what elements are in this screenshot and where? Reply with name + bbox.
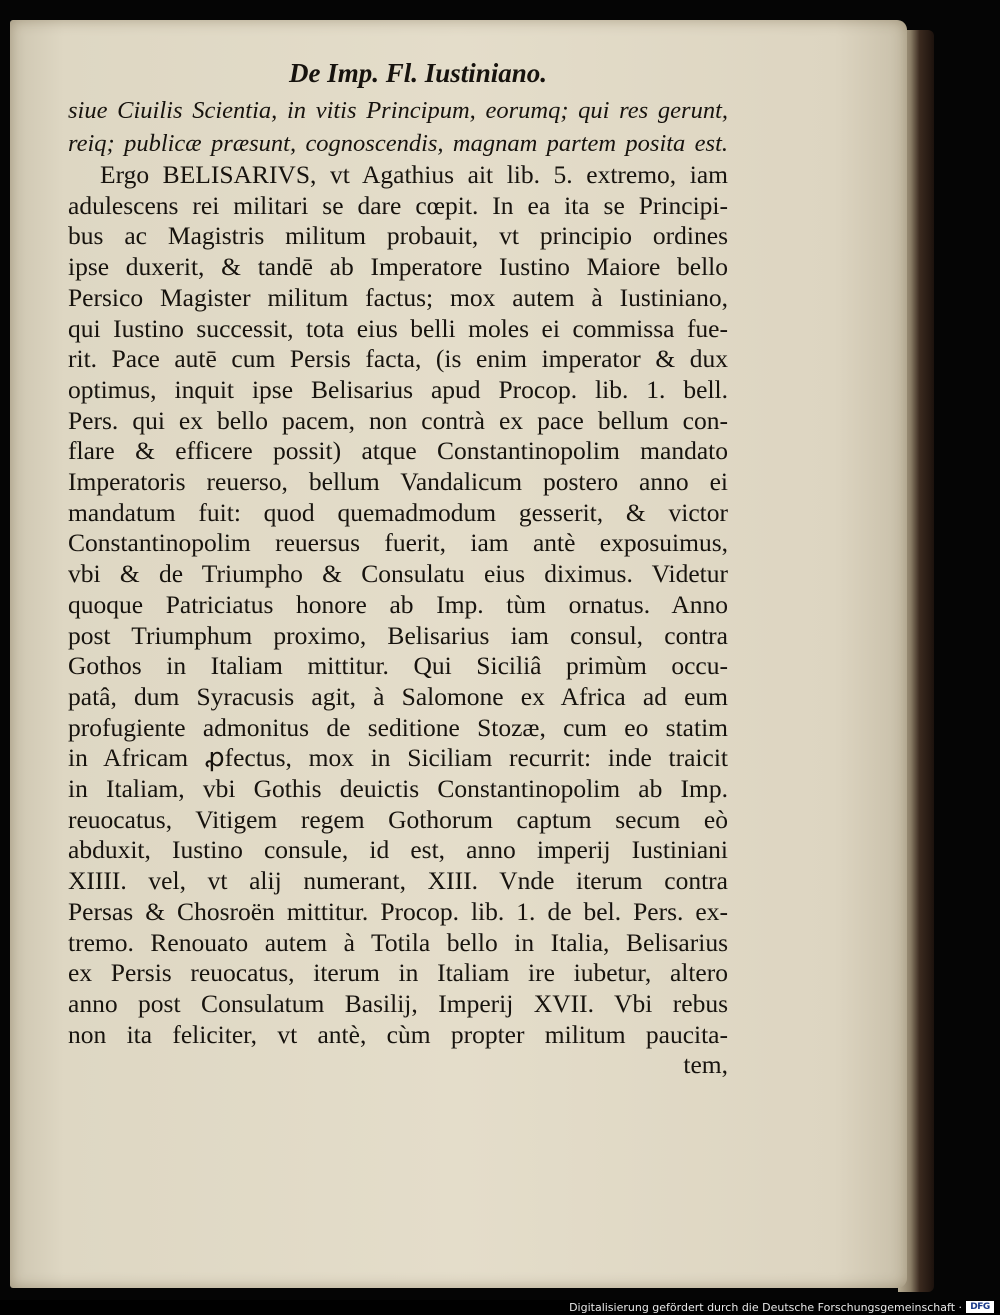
- text-line: Ergo BELISARIVS, vt Agathius ait lib. 5. extremo, iam: [100, 160, 728, 189]
- text-line: mandatum fuit: quod quemadmodum gesserit, & victor: [68, 497, 728, 527]
- text-line: in Italiam, vbi Gothis deuictis Constantinopolim ab Imp.: [68, 774, 728, 804]
- text-line: abduxit, Iustino consule, id est, anno imperij Iustiniani: [68, 835, 728, 865]
- text-line: XIIII. vel, vt alij numerant, XIII. Vnde iterum contra: [68, 866, 728, 896]
- text-line: ipse duxerit, & tandē ab Imperatore Iustino Maiore bello: [68, 252, 728, 282]
- text-line: ex Persis reuocatus, iterum in Italiam ire iubetur, altero: [68, 958, 728, 988]
- text-line: reiq; publicæ præsunt, cognoscendis, magnam partem posita est.: [68, 130, 728, 157]
- text-line: non ita feliciter, vt antè, cùm propter militum paucita-: [68, 1019, 728, 1049]
- text-line: profugiente admonitus de seditione Stozæ, cum eo statim: [68, 712, 728, 742]
- text-line: anno post Consulatum Basilij, Imperij XVII. Vbi rebus: [68, 988, 728, 1018]
- text-line: rit. Pace autē cum Persis facta, (is enim imperator & dux: [68, 344, 728, 374]
- text-line: bus ac Magistris militum probauit, vt principio ordines: [68, 221, 728, 251]
- text-line: vbi & de Triumpho & Consulatu eius diximus. Videtur: [68, 559, 728, 589]
- dfg-logo-icon: DFG: [966, 1301, 994, 1313]
- text-line: patâ, dum Syracusis agit, à Salomone ex Africa ad eum: [68, 681, 728, 711]
- catchword: tem,: [683, 1050, 728, 1080]
- text-line: reuocatus, Vitigem regem Gothorum captum secum eò: [68, 804, 728, 834]
- text-line: optimus, inquit ipse Belisarius apud Procop. lib. 1. bell.: [68, 374, 728, 404]
- text-line: siue Ciuilis Scientia, in vitis Principum, eorumq; qui res gerunt,: [68, 97, 728, 124]
- text-line: adulescens rei militari se dare cœpit. In ea ita se Principi-: [68, 190, 728, 220]
- text-line: Pers. qui ex bello pacem, non contrà ex pace bellum con-: [68, 405, 728, 435]
- funding-credit: Digitalisierung gefördert durch die Deutsche Forschungsgemeinschaft ·: [569, 1301, 962, 1314]
- footer-bar: [0, 1300, 1000, 1315]
- text-line: tremo. Renouato autem à Totila bello in Italia, Belisarius: [68, 927, 728, 957]
- text-line: Constantinopolim reuersus fuerit, iam antè exposuimus,: [68, 528, 728, 558]
- text-line: quoque Patriciatus honore ab Imp. tùm ornatus. Anno: [68, 589, 728, 619]
- page-text: [68, 54, 728, 1081]
- text-line: Persas & Chosroën mittitur. Procop. lib. 1. de bel. Pers. ex-: [68, 896, 728, 926]
- text-line: Imperatoris reuerso, bellum Vandalicum postero anno ei: [68, 467, 728, 497]
- text-line: qui Iustino successit, tota eius belli moles ei commissa fue-: [68, 313, 728, 343]
- text-line: Persico Magister militum factus; mox autem à Iustiniano,: [68, 282, 728, 312]
- book-page: [10, 20, 907, 1288]
- running-head: De Imp. Fl. Iustiniano.: [288, 58, 548, 88]
- text-line: Gothos in Italiam mittitur. Qui Siciliâ primùm occu-: [68, 651, 728, 681]
- text-line: post Triumphum proximo, Belisarius iam consul, contra: [68, 620, 728, 650]
- text-line: in Africam ꝓfectus, mox in Siciliam recurrit: inde traicit: [68, 743, 728, 773]
- text-line: flare & efficere possit) atque Constantinopolim mandato: [68, 436, 728, 466]
